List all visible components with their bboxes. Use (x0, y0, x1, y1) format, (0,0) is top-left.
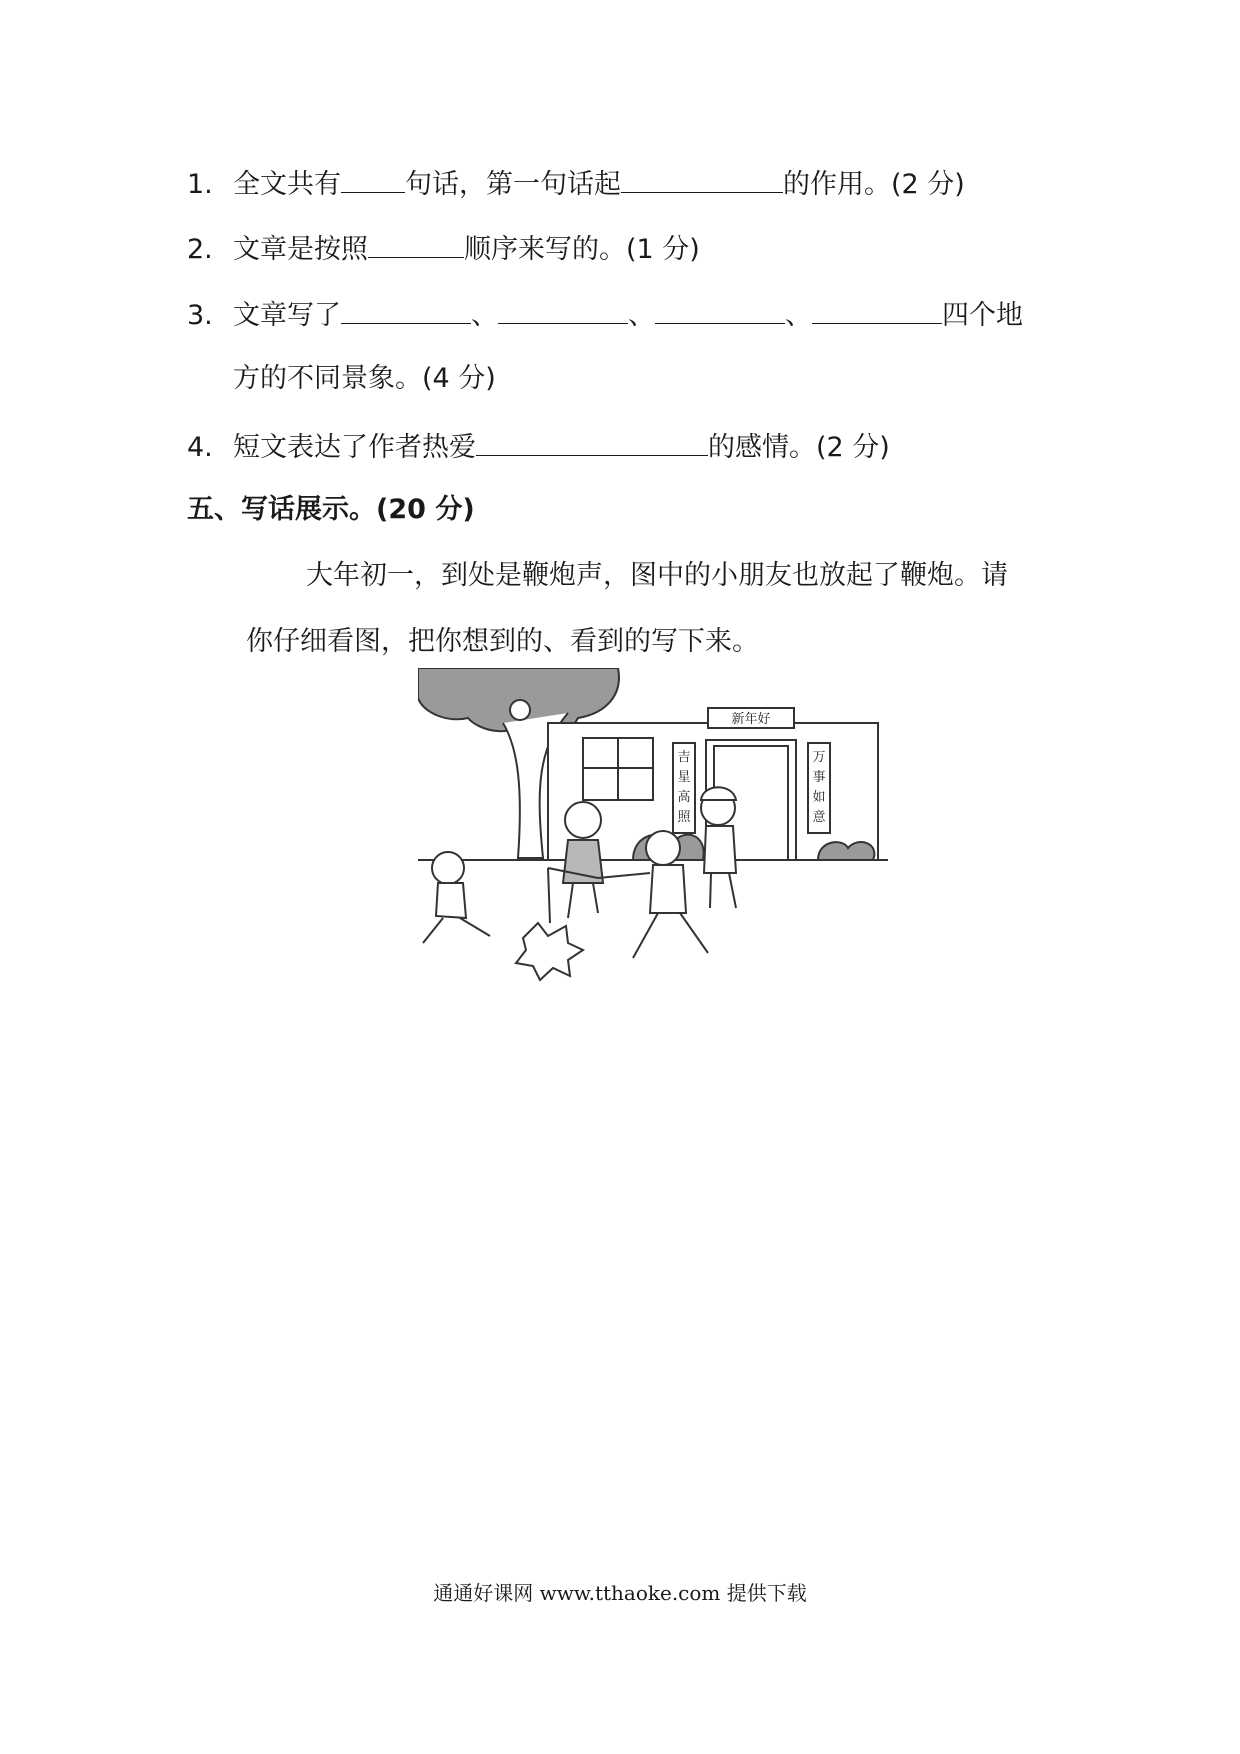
couplet-char: 星 (677, 770, 691, 785)
answer-blank[interactable] (368, 227, 464, 258)
question-text: 的感情。(2 分) (708, 432, 890, 463)
girl-figure (565, 802, 601, 838)
section-title: 五、写话展示。(20 分) (187, 494, 475, 525)
answer-blank[interactable] (812, 293, 942, 324)
question-text: 四个地 (942, 300, 1023, 331)
question-text: 短文表达了作者热爱 (233, 432, 476, 463)
question-text: 、 (628, 300, 655, 331)
couplet-char: 高 (677, 790, 691, 805)
question-number: 1. (187, 169, 213, 200)
question-text: 句话，第一句话起 (405, 169, 621, 200)
question-1 (187, 162, 965, 205)
question-3 (187, 293, 1023, 336)
running-boy-figure (432, 852, 464, 884)
answer-blank[interactable] (476, 425, 708, 456)
couplet-char: 事 (812, 770, 826, 785)
question-2 (187, 227, 700, 270)
couplet-char: 意 (812, 810, 826, 825)
answer-blank[interactable] (621, 162, 783, 193)
answer-blank[interactable] (655, 293, 785, 324)
new-year-firecracker-illustration (418, 668, 888, 1013)
answer-blank[interactable] (341, 293, 471, 324)
question-number: 4. (187, 432, 213, 463)
answer-blank[interactable] (498, 293, 628, 324)
firecracker-explosion (516, 923, 583, 980)
couplet-char: 如 (812, 790, 826, 805)
question-text: 文章是按照 (233, 234, 368, 265)
cat-icon (510, 700, 530, 720)
prompt-line-1: 大年初一，到处是鞭炮声，图中的小朋友也放起了鞭炮。请 (306, 560, 1008, 591)
question-3-continuation: 方的不同景象。(4 分) (233, 363, 496, 394)
question-text: 全文共有 (233, 169, 341, 200)
question-number: 3. (187, 300, 213, 331)
question-number: 2. (187, 234, 213, 265)
couplet-char: 吉 (677, 750, 691, 765)
question-text: 文章写了 (233, 300, 341, 331)
question-text: 顺序来写的。(1 分) (464, 234, 700, 265)
banner-text: 新年好 (731, 712, 771, 727)
couplet-char: 万 (812, 750, 826, 765)
question-4 (187, 425, 890, 468)
footer-download-credit: 通通好课网 www.tthaoke.com 提供下载 (433, 1581, 807, 1605)
prompt-line-2: 你仔细看图，把你想到的、看到的写下来。 (246, 626, 759, 657)
firecracker-boy-figure (646, 831, 680, 865)
answer-blank[interactable] (341, 162, 405, 193)
bush (818, 842, 874, 860)
couplet-char: 照 (677, 810, 691, 825)
question-text: 、 (471, 300, 498, 331)
question-text: 、 (785, 300, 812, 331)
question-text: 的作用。(2 分) (783, 169, 965, 200)
